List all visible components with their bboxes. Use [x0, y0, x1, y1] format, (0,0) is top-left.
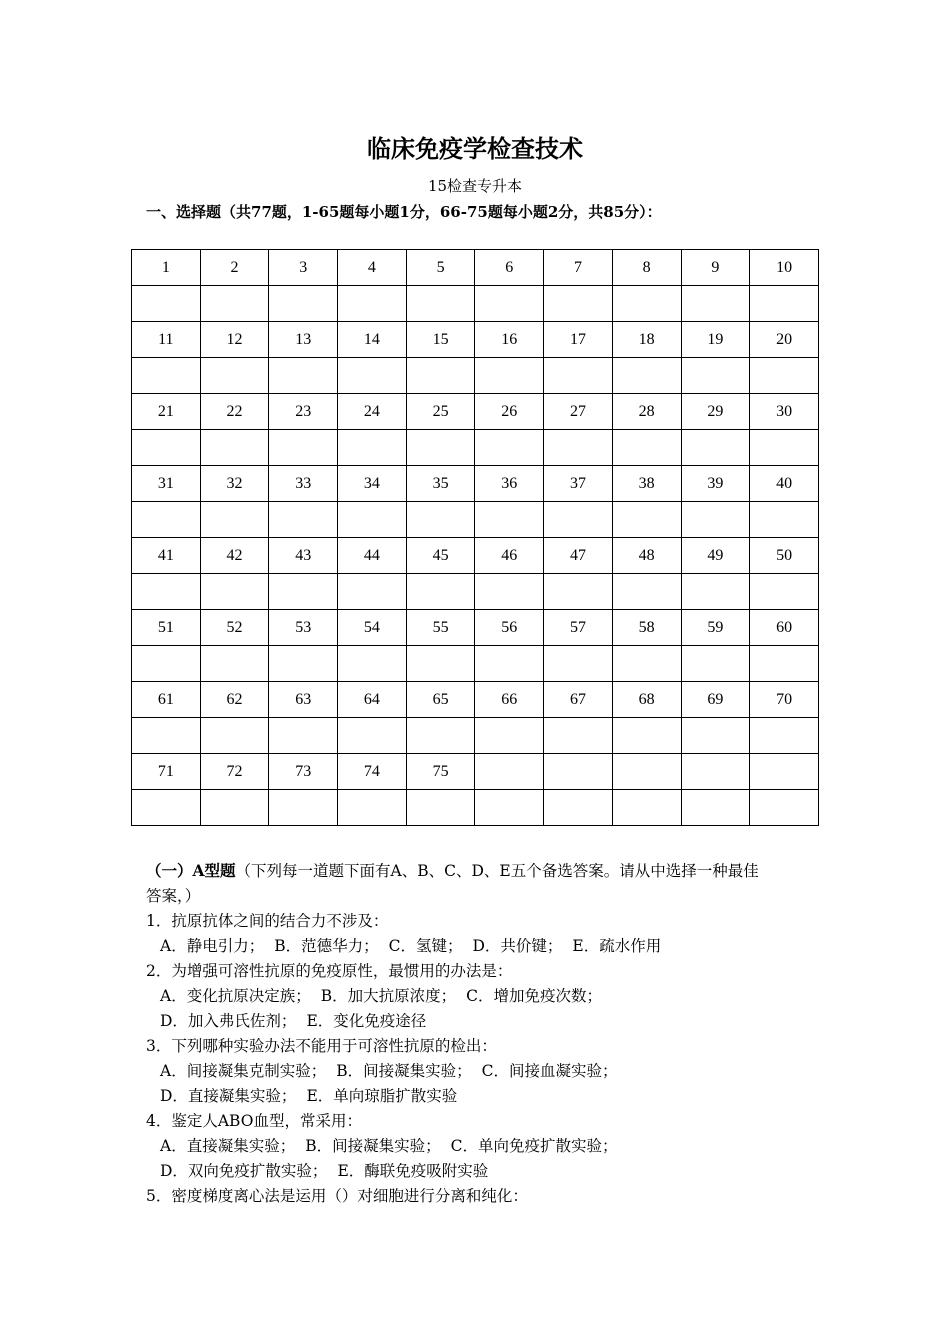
grid-answer-cell[interactable] [200, 790, 269, 826]
grid-number-row [132, 682, 819, 718]
grid-number-cell: 35 [406, 466, 475, 502]
question-option: B．加大抗原浓度； [320, 987, 457, 1005]
section-heading: 一、选择题（共77题，1-65题每小题1分，66-75题每小题2分，共85分）： [146, 203, 662, 221]
question-options-line [146, 1084, 816, 1109]
subsection-intro [146, 858, 816, 884]
grid-number-cell [612, 754, 681, 790]
grid-number-row [132, 250, 819, 286]
grid-number-cell: 33 [269, 466, 338, 502]
grid-number-cell: 63 [269, 682, 338, 718]
grid-answer-cell[interactable] [612, 502, 681, 538]
grid-answer-cell[interactable] [269, 646, 338, 682]
grid-answer-cell[interactable] [269, 286, 338, 322]
grid-number-row [132, 538, 819, 574]
question-stem: 5．密度梯度离心法是运用（）对细胞进行分离和纯化： [146, 1187, 528, 1205]
grid-answer-cell[interactable] [475, 646, 544, 682]
grid-answer-cell[interactable] [475, 502, 544, 538]
grid-answer-cell[interactable] [338, 790, 407, 826]
grid-number-cell: 31 [132, 466, 201, 502]
grid-number-cell: 8 [612, 250, 681, 286]
grid-answer-cell[interactable] [132, 790, 201, 826]
question-options-line [146, 934, 816, 959]
grid-number-cell: 50 [750, 538, 819, 574]
grid-answer-row [132, 790, 819, 826]
grid-answer-cell[interactable] [269, 718, 338, 754]
grid-number-cell: 1 [132, 250, 201, 286]
grid-answer-cell[interactable] [269, 502, 338, 538]
grid-number-cell: 25 [406, 394, 475, 430]
question-option: A．间接凝集克制实验； [160, 1062, 327, 1080]
grid-number-cell: 64 [338, 682, 407, 718]
question-option: C．间接血凝实验； [481, 1062, 618, 1080]
grid-answer-cell[interactable] [200, 502, 269, 538]
grid-number-cell: 71 [132, 754, 201, 790]
grid-answer-cell[interactable] [750, 790, 819, 826]
answer-grid [131, 249, 819, 826]
grid-answer-cell[interactable] [269, 358, 338, 394]
grid-number-cell: 19 [681, 322, 750, 358]
grid-answer-cell[interactable] [612, 358, 681, 394]
grid-number-cell: 2 [200, 250, 269, 286]
grid-answer-cell[interactable] [406, 430, 475, 466]
question-options-line [146, 1059, 816, 1084]
grid-number-cell: 52 [200, 610, 269, 646]
grid-number-cell: 15 [406, 322, 475, 358]
grid-answer-cell[interactable] [681, 790, 750, 826]
grid-number-cell: 32 [200, 466, 269, 502]
grid-number-cell: 61 [132, 682, 201, 718]
grid-answer-cell[interactable] [132, 286, 201, 322]
grid-number-cell: 13 [269, 322, 338, 358]
grid-number-cell: 59 [681, 610, 750, 646]
grid-answer-cell[interactable] [544, 430, 613, 466]
question-options-line [146, 1159, 816, 1184]
grid-number-cell: 10 [750, 250, 819, 286]
grid-answer-cell[interactable] [475, 358, 544, 394]
grid-answer-cell[interactable] [406, 646, 475, 682]
grid-number-cell: 41 [132, 538, 201, 574]
grid-number-cell: 28 [612, 394, 681, 430]
question-option: A．静电引力； [160, 937, 265, 955]
question-options-line [146, 1134, 816, 1159]
grid-number-cell: 49 [681, 538, 750, 574]
grid-number-cell: 40 [750, 466, 819, 502]
question-option: D．直接凝集实验； [160, 1087, 297, 1105]
question-option: D．共价键； [472, 937, 563, 955]
grid-number-row [132, 394, 819, 430]
grid-number-cell: 67 [544, 682, 613, 718]
grid-answer-cell[interactable] [681, 430, 750, 466]
grid-number-cell: 53 [269, 610, 338, 646]
grid-number-cell: 43 [269, 538, 338, 574]
grid-number-cell: 14 [338, 322, 407, 358]
question-option: E．变化免疫途径 [306, 1012, 427, 1030]
grid-answer-row [132, 358, 819, 394]
grid-number-cell [544, 754, 613, 790]
document-title: 临床免疫学检查技术 [367, 135, 583, 163]
grid-number-cell: 75 [406, 754, 475, 790]
grid-answer-cell[interactable] [406, 286, 475, 322]
grid-number-cell: 5 [406, 250, 475, 286]
grid-answer-row [132, 646, 819, 682]
question-option: C．单向免疫扩散实验； [450, 1137, 618, 1155]
grid-number-cell: 21 [132, 394, 201, 430]
subsection-instruction: （下列每一道题下面有A、B、C、D、E五个备选答案。请从中选择一种最佳 [235, 862, 759, 880]
grid-number-cell: 24 [338, 394, 407, 430]
grid-answer-cell[interactable] [338, 286, 407, 322]
grid-number-cell: 30 [750, 394, 819, 430]
grid-answer-cell[interactable] [406, 790, 475, 826]
question-list [146, 858, 816, 1209]
grid-number-cell [681, 754, 750, 790]
grid-answer-cell[interactable] [681, 358, 750, 394]
grid-answer-cell[interactable] [132, 718, 201, 754]
subsection-instruction-cont: 答案，） [146, 887, 201, 905]
grid-number-cell: 45 [406, 538, 475, 574]
grid-number-cell: 69 [681, 682, 750, 718]
grid-answer-cell[interactable] [406, 718, 475, 754]
question-option: B．间接凝集实验； [336, 1062, 472, 1080]
grid-answer-cell[interactable] [200, 358, 269, 394]
grid-answer-cell[interactable] [681, 718, 750, 754]
grid-number-cell: 51 [132, 610, 201, 646]
grid-number-cell: 18 [612, 322, 681, 358]
question-options-line [146, 984, 816, 1009]
grid-answer-cell[interactable] [406, 358, 475, 394]
grid-answer-cell[interactable] [750, 502, 819, 538]
question-stem: 3．下列哪种实验办法不能用于可溶性抗原的检出： [146, 1037, 497, 1055]
question-option: C．增加免疫次数； [466, 987, 602, 1005]
grid-answer-cell[interactable] [132, 646, 201, 682]
grid-answer-cell[interactable] [338, 574, 407, 610]
grid-number-cell: 7 [544, 250, 613, 286]
question-option: D．加入弗氏佐剂； [160, 1012, 297, 1030]
grid-number-row [132, 322, 819, 358]
grid-answer-cell[interactable] [544, 286, 613, 322]
grid-answer-cell[interactable] [612, 646, 681, 682]
grid-answer-cell[interactable] [544, 646, 613, 682]
grid-number-cell: 74 [338, 754, 407, 790]
question-stem: 4．鉴定人ABO血型，常采用： [146, 1112, 362, 1130]
grid-answer-row [132, 718, 819, 754]
grid-answer-cell[interactable] [475, 574, 544, 610]
grid-number-cell [750, 754, 819, 790]
grid-answer-cell[interactable] [750, 574, 819, 610]
grid-number-row [132, 754, 819, 790]
grid-answer-cell[interactable] [544, 790, 613, 826]
grid-answer-cell[interactable] [200, 430, 269, 466]
grid-answer-cell[interactable] [200, 286, 269, 322]
grid-number-cell: 11 [132, 322, 201, 358]
grid-answer-row [132, 430, 819, 466]
grid-number-cell: 55 [406, 610, 475, 646]
question-option: C．氢键； [388, 937, 463, 955]
grid-number-cell: 62 [200, 682, 269, 718]
grid-number-cell: 37 [544, 466, 613, 502]
grid-answer-cell[interactable] [338, 646, 407, 682]
grid-answer-cell[interactable] [612, 574, 681, 610]
grid-answer-cell[interactable] [544, 502, 613, 538]
grid-answer-row [132, 574, 819, 610]
grid-answer-cell[interactable] [544, 718, 613, 754]
grid-number-cell: 72 [200, 754, 269, 790]
grid-number-cell: 66 [475, 682, 544, 718]
grid-answer-cell[interactable] [612, 430, 681, 466]
grid-answer-cell[interactable] [200, 574, 269, 610]
grid-answer-cell[interactable] [544, 574, 613, 610]
grid-number-cell: 60 [750, 610, 819, 646]
grid-number-cell: 38 [612, 466, 681, 502]
grid-answer-cell[interactable] [681, 502, 750, 538]
grid-number-cell: 3 [269, 250, 338, 286]
grid-answer-cell[interactable] [406, 574, 475, 610]
grid-number-cell: 48 [612, 538, 681, 574]
grid-number-cell: 73 [269, 754, 338, 790]
grid-number-cell: 29 [681, 394, 750, 430]
grid-answer-row [132, 502, 819, 538]
grid-answer-cell[interactable] [750, 358, 819, 394]
grid-answer-cell[interactable] [475, 790, 544, 826]
grid-answer-cell[interactable] [269, 574, 338, 610]
grid-number-cell: 65 [406, 682, 475, 718]
question-option: E．疏水作用 [572, 937, 662, 955]
grid-number-cell: 54 [338, 610, 407, 646]
grid-answer-cell[interactable] [132, 430, 201, 466]
grid-answer-cell[interactable] [132, 574, 201, 610]
question-option: B．范德华力； [274, 937, 379, 955]
grid-answer-cell[interactable] [338, 718, 407, 754]
question-option: A．直接凝集实验； [160, 1137, 296, 1155]
grid-answer-cell[interactable] [544, 358, 613, 394]
question-option: D．双向免疫扩散实验； [160, 1162, 328, 1180]
grid-number-cell [475, 754, 544, 790]
grid-number-cell: 20 [750, 322, 819, 358]
question-option: E．单向琼脂扩散实验 [306, 1087, 458, 1105]
grid-answer-row [132, 286, 819, 322]
grid-number-cell: 12 [200, 322, 269, 358]
grid-number-cell: 68 [612, 682, 681, 718]
grid-answer-cell[interactable] [338, 358, 407, 394]
grid-number-cell: 57 [544, 610, 613, 646]
question-option: E．酶联免疫吸附实验 [337, 1162, 489, 1180]
grid-number-cell: 46 [475, 538, 544, 574]
grid-number-cell: 17 [544, 322, 613, 358]
grid-number-cell: 27 [544, 394, 613, 430]
grid-number-cell: 22 [200, 394, 269, 430]
grid-number-cell: 6 [475, 250, 544, 286]
grid-number-row [132, 610, 819, 646]
grid-number-cell: 4 [338, 250, 407, 286]
document-subtitle: 15检查专升本 [427, 177, 523, 195]
grid-answer-cell[interactable] [132, 502, 201, 538]
grid-number-cell: 56 [475, 610, 544, 646]
subsection-label: （一）A型题 [146, 861, 236, 880]
grid-number-cell: 42 [200, 538, 269, 574]
grid-answer-cell[interactable] [338, 430, 407, 466]
grid-answer-cell[interactable] [681, 286, 750, 322]
grid-answer-cell[interactable] [406, 502, 475, 538]
grid-number-cell: 47 [544, 538, 613, 574]
question-stem: 1．抗原抗体之间的结合力不涉及： [146, 912, 389, 930]
grid-number-cell: 70 [750, 682, 819, 718]
grid-number-cell: 39 [681, 466, 750, 502]
grid-answer-cell[interactable] [132, 358, 201, 394]
grid-answer-cell[interactable] [475, 430, 544, 466]
grid-number-cell: 23 [269, 394, 338, 430]
grid-answer-cell[interactable] [750, 430, 819, 466]
question-stem: 2．为增强可溶性抗原的免疫原性，最惯用的办法是： [146, 962, 513, 980]
grid-number-cell: 34 [338, 466, 407, 502]
grid-answer-cell[interactable] [612, 718, 681, 754]
grid-number-cell: 16 [475, 322, 544, 358]
grid-number-cell: 44 [338, 538, 407, 574]
grid-answer-cell[interactable] [612, 790, 681, 826]
grid-answer-cell[interactable] [475, 286, 544, 322]
grid-number-cell: 58 [612, 610, 681, 646]
question-option: B．间接凝集实验； [305, 1137, 441, 1155]
grid-number-cell: 9 [681, 250, 750, 286]
question-option: A．变化抗原决定族； [160, 987, 311, 1005]
grid-answer-cell[interactable] [475, 718, 544, 754]
grid-answer-cell[interactable] [681, 646, 750, 682]
grid-number-cell: 26 [475, 394, 544, 430]
grid-number-row [132, 466, 819, 502]
grid-answer-cell[interactable] [750, 646, 819, 682]
grid-answer-cell[interactable] [200, 646, 269, 682]
grid-answer-cell[interactable] [200, 718, 269, 754]
grid-answer-cell[interactable] [338, 502, 407, 538]
grid-answer-cell[interactable] [269, 430, 338, 466]
grid-answer-cell[interactable] [269, 790, 338, 826]
grid-answer-cell[interactable] [612, 286, 681, 322]
grid-number-cell: 36 [475, 466, 544, 502]
grid-answer-cell[interactable] [750, 718, 819, 754]
question-options-line [146, 1009, 816, 1034]
grid-answer-cell[interactable] [750, 286, 819, 322]
grid-answer-cell[interactable] [681, 574, 750, 610]
